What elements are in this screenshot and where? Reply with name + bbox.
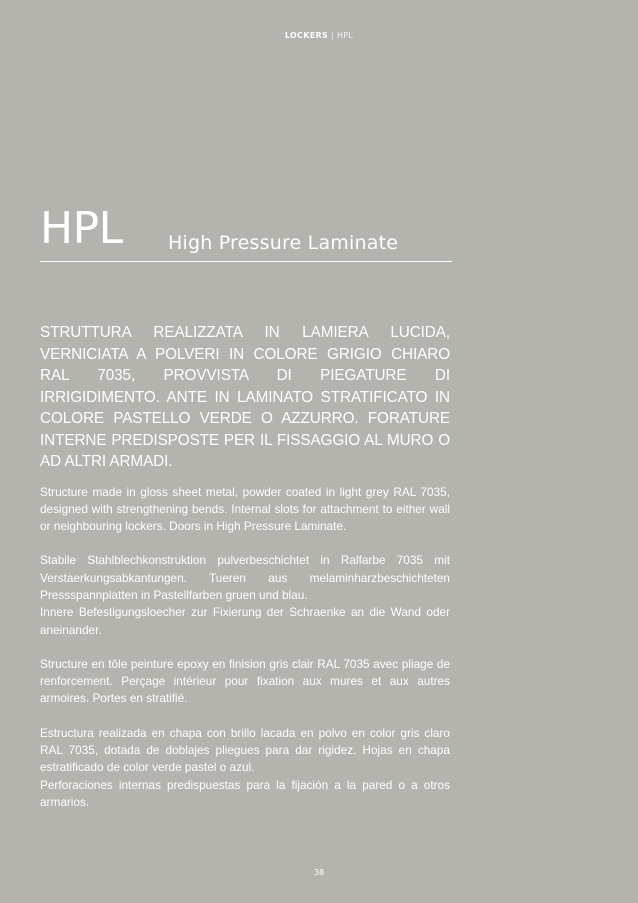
spanish-line-2: Perforaciones internas predispuestas para la fijación a la pared o a otros armarios.: [40, 777, 450, 809]
german-line-2: Innere Befestigungsloecher zur Fixierung der Schraenke an die Wand oder aneinander.: [40, 605, 450, 637]
page-number: 38: [313, 868, 325, 877]
title-block: [40, 201, 452, 262]
description-german: [40, 552, 450, 638]
german-line-1: Stabile Stahlblechkonstruktion pulverbeschichtet in Ralfarbe 7035 mit Verstaerkungsabkantungen. Tueren aus melaminharzbeschichteten Pressspannplatten in Pastellfarben gruen und blau.: [40, 553, 450, 602]
page-subtitle: High Pressure Laminate: [168, 232, 399, 254]
page-title: HPL: [40, 203, 123, 254]
description-french: Structure en tôle peinture epoxy en finision gris clair RAL 7035 avec pliage de renforcement. Perçage intérieur pour fixation aux mures et aux autres armoires. Portes en stratifié.: [40, 656, 450, 706]
header-separator: |: [330, 31, 334, 40]
description-content: [40, 322, 450, 828]
spanish-line-1: Estructura realizada en chapa con brillo lacada en polvo en color gris claro RAL 7035, dotada de doblajes pliegues para dar rigidez. Hojas en chapa estratificado de color verde pastel o azul.: [40, 725, 450, 775]
brand-name: LOCKERS: [284, 31, 328, 40]
page-header: [0, 31, 638, 40]
description-english: Structure made in gloss sheet metal, powder coated in light grey RAL 7035, designed with strengthening bends. Internal slots for attachment to either wall or neighbouring lockers. Doors in High Pressure Laminate.: [40, 484, 450, 534]
section-name: HPL: [336, 31, 354, 40]
description-italian: STRUTTURA REALIZZATA IN LAMIERA LUCIDA, VERNICIATA A POLVERI IN COLORE GRIGIO CHIARO RAL 7035, PROVVISTA DI PIEGATURE DI IRRIGIDIMENTO. ANTE IN LAMINATO STRATIFICATO IN COLORE PASTELLO VERDE O AZZURRO. FORATURE INTERNE PREDISPOSTE PER IL FISSAGGIO AL MURO O AD ALTRI ARMADI.: [40, 324, 450, 470]
description-spanish: [40, 725, 450, 811]
